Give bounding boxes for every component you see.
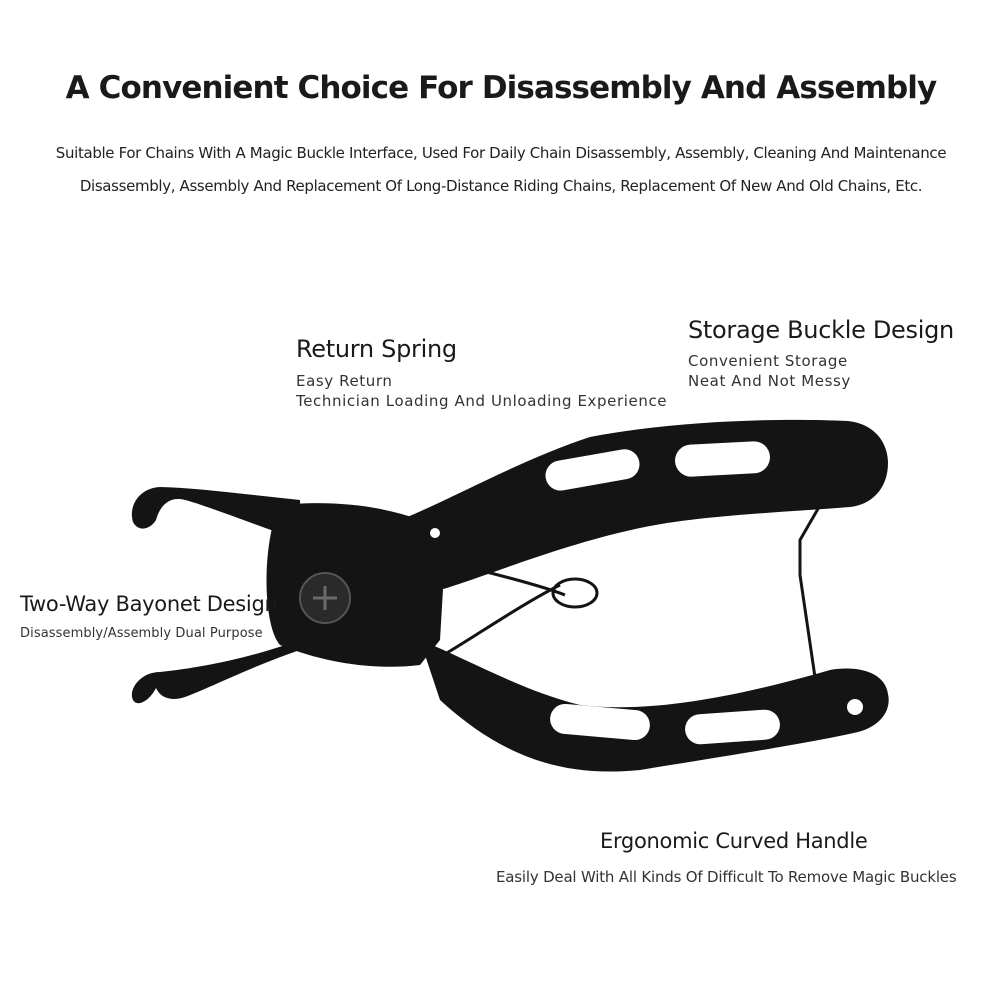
subtitle-line-1: Suitable For Chains With A Magic Buckle Interface, Used For Daily Chain Disassembly, Assembly, Cleaning And Maintenance — [55, 144, 947, 162]
storage-buckle-title: Storage Buckle Design — [688, 316, 954, 344]
page-title: A Convenient Choice For Disassembly And Assembly — [65, 70, 937, 106]
return-spring-title: Return Spring — [296, 335, 457, 363]
return-spring-line-2: Technician Loading And Unloading Experience — [296, 392, 668, 410]
ergonomic-handle-line-1: Easily Deal With All Kinds Of Difficult To Remove Magic Buckles — [496, 868, 957, 886]
subtitle-line-2: Disassembly, Assembly And Replacement Of Long-Distance Riding Chains, Replacement Of New And Old Chains, Etc. — [79, 177, 923, 195]
storage-buckle-line-1: Convenient Storage — [688, 352, 848, 370]
two-way-bayonet-line-1: Disassembly/Assembly Dual Purpose — [20, 626, 263, 641]
two-way-bayonet-title: Two-Way Bayonet Design — [20, 592, 278, 616]
return-spring-line-1: Easy Return — [296, 372, 393, 390]
ergonomic-handle-title: Ergonomic Curved Handle — [600, 829, 868, 853]
storage-buckle-line-2: Neat And Not Messy — [688, 372, 851, 390]
